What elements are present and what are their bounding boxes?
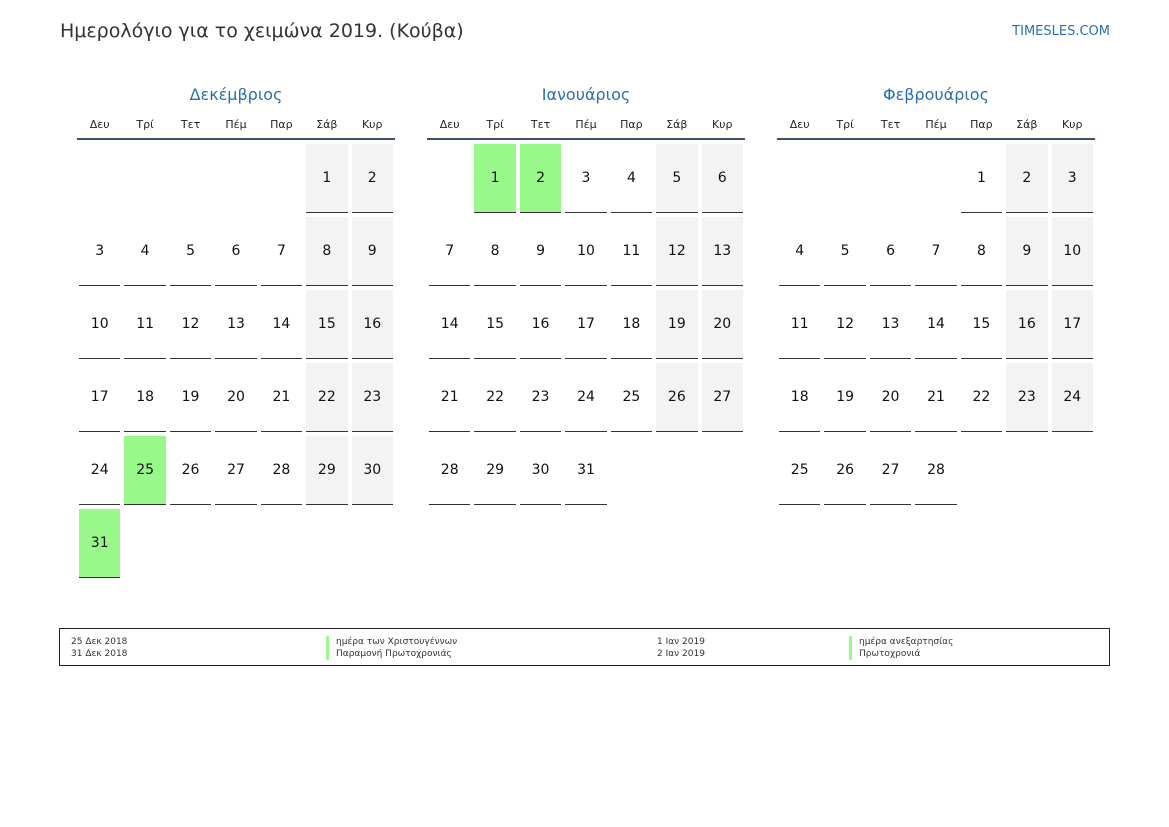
legend-holiday-name: Παραμονή Πρωτοχρονιάς [336,649,452,659]
day-cell: 8 [961,217,1002,286]
holiday-day-cell: 2 [520,144,561,213]
weekday-label: Τρί [486,118,504,131]
day-cell: 6 [870,217,911,286]
legend-names-col-1 [326,636,457,660]
day-cell: 21 [429,363,470,432]
weekday-label: Τετ [530,118,551,131]
empty-day-cell [779,144,820,213]
day-cell: 14 [429,290,470,359]
day-cell: 3 [79,217,120,286]
day-cell: 26 [824,436,865,505]
weekday-header [77,116,395,140]
day-cell: 6 [215,217,256,286]
day-cell: 25 [779,436,820,505]
month-name: Δεκέμβριος [189,85,283,104]
day-cell: 15 [474,290,515,359]
legend-holiday-name: ημέρα των Χριστουγέννων [336,637,458,647]
legend-holiday-name: Πρωτοχρονιά [859,649,921,659]
day-cell: 20 [702,290,743,359]
day-cell: 30 [520,436,561,505]
day-cell: 18 [611,290,652,359]
weekday-label: Τρί [836,118,854,131]
day-cell: 3 [1052,144,1093,213]
day-cell: 28 [915,436,956,505]
day-cell: 5 [170,217,211,286]
empty-day-cell [870,144,911,213]
day-cell: 25 [611,363,652,432]
day-cell: 5 [656,144,697,213]
empty-day-cell [915,144,956,213]
day-cell: 9 [520,217,561,286]
month-january [427,84,745,509]
page-title: Ημερολόγιο για το χειμώνα 2019. (Κούβα) [60,20,464,42]
weekday-label: Πέμ [925,118,947,131]
day-cell: 7 [915,217,956,286]
legend-date: 25 Δεκ 2018 [71,637,128,647]
day-cell: 9 [352,217,393,286]
day-cell: 3 [565,144,606,213]
month-name: Ιανουάριος [541,85,631,104]
day-cell: 22 [474,363,515,432]
weekday-label: Σάβ [316,118,338,131]
month-december [77,84,395,582]
days-grid [777,144,1095,509]
day-cell: 20 [870,363,911,432]
empty-day-cell [124,144,165,213]
day-cell: 16 [352,290,393,359]
day-cell: 1 [306,144,347,213]
empty-day-cell [215,144,256,213]
weekday-label: Κυρ [361,118,383,131]
day-cell: 7 [261,217,302,286]
day-cell: 16 [1006,290,1047,359]
day-cell: 11 [611,217,652,286]
empty-day-cell [79,144,120,213]
weekday-label: Παρ [970,118,993,131]
day-cell: 5 [824,217,865,286]
day-cell: 18 [124,363,165,432]
day-cell: 17 [1052,290,1093,359]
day-cell: 2 [1006,144,1047,213]
day-cell: 27 [702,363,743,432]
day-cell: 14 [915,290,956,359]
day-cell: 15 [306,290,347,359]
day-cell: 14 [261,290,302,359]
day-cell: 15 [961,290,1002,359]
day-cell: 4 [611,144,652,213]
day-cell: 31 [565,436,606,505]
weekday-label: Δευ [89,118,110,131]
holiday-day-cell: 31 [79,509,120,578]
day-cell: 4 [779,217,820,286]
day-cell: 19 [170,363,211,432]
weekday-label: Τετ [880,118,901,131]
day-cell: 22 [306,363,347,432]
weekday-label: Παρ [270,118,293,131]
day-cell: 22 [961,363,1002,432]
legend-date: 2 Ιαν 2019 [657,649,705,659]
weekday-label: Πέμ [575,118,597,131]
weekday-header [777,116,1095,140]
day-cell: 30 [352,436,393,505]
day-cell: 10 [1052,217,1093,286]
day-cell: 19 [824,363,865,432]
day-cell: 18 [779,363,820,432]
day-cell: 12 [656,217,697,286]
day-cell: 26 [656,363,697,432]
weekday-label: Σάβ [666,118,688,131]
day-cell: 9 [1006,217,1047,286]
days-grid [77,144,395,582]
day-cell: 12 [170,290,211,359]
day-cell: 17 [79,363,120,432]
day-cell: 16 [520,290,561,359]
day-cell: 21 [915,363,956,432]
empty-day-cell [429,144,470,213]
day-cell: 24 [565,363,606,432]
day-cell: 10 [79,290,120,359]
legend-holiday-name: ημέρα ανεξαρτησίας [859,637,954,647]
weekday-label: Παρ [620,118,643,131]
holiday-day-cell: 25 [124,436,165,505]
day-cell: 11 [124,290,165,359]
weekday-label: Δευ [789,118,810,131]
day-cell: 20 [215,363,256,432]
holiday-legend [59,628,1110,666]
day-cell: 27 [870,436,911,505]
month-february [777,84,1095,509]
weekday-label: Τρί [136,118,154,131]
day-cell: 24 [79,436,120,505]
site-link[interactable]: TIMESLES.COM [1012,24,1110,39]
day-cell: 13 [215,290,256,359]
weekday-header [427,116,745,140]
day-cell: 27 [215,436,256,505]
weekday-label: Δευ [439,118,460,131]
day-cell: 1 [961,144,1002,213]
legend-dates-col-1 [71,636,127,660]
day-cell: 21 [261,363,302,432]
legend-names-col-2 [849,636,953,660]
weekday-label: Πέμ [225,118,247,131]
weekday-label: Τετ [180,118,201,131]
day-cell: 7 [429,217,470,286]
day-cell: 4 [124,217,165,286]
day-cell: 23 [520,363,561,432]
weekday-label: Κυρ [711,118,733,131]
day-cell: 23 [1006,363,1047,432]
weekday-label: Σάβ [1016,118,1038,131]
day-cell: 6 [702,144,743,213]
day-cell: 11 [779,290,820,359]
day-cell: 13 [702,217,743,286]
day-cell: 28 [261,436,302,505]
legend-dates-col-2 [657,636,705,660]
day-cell: 17 [565,290,606,359]
day-cell: 12 [824,290,865,359]
day-cell: 24 [1052,363,1093,432]
holiday-day-cell: 1 [474,144,515,213]
month-name: Φεβρουάριος [883,85,989,104]
empty-day-cell [170,144,211,213]
empty-day-cell [261,144,302,213]
day-cell: 8 [306,217,347,286]
day-cell: 23 [352,363,393,432]
day-cell: 8 [474,217,515,286]
day-cell: 10 [565,217,606,286]
day-cell: 2 [352,144,393,213]
legend-date: 31 Δεκ 2018 [71,649,128,659]
day-cell: 29 [474,436,515,505]
empty-day-cell [824,144,865,213]
weekday-label: Κυρ [1061,118,1083,131]
day-cell: 29 [306,436,347,505]
day-cell: 26 [170,436,211,505]
day-cell: 13 [870,290,911,359]
day-cell: 28 [429,436,470,505]
days-grid [427,144,745,509]
legend-date: 1 Ιαν 2019 [657,637,705,647]
day-cell: 19 [656,290,697,359]
